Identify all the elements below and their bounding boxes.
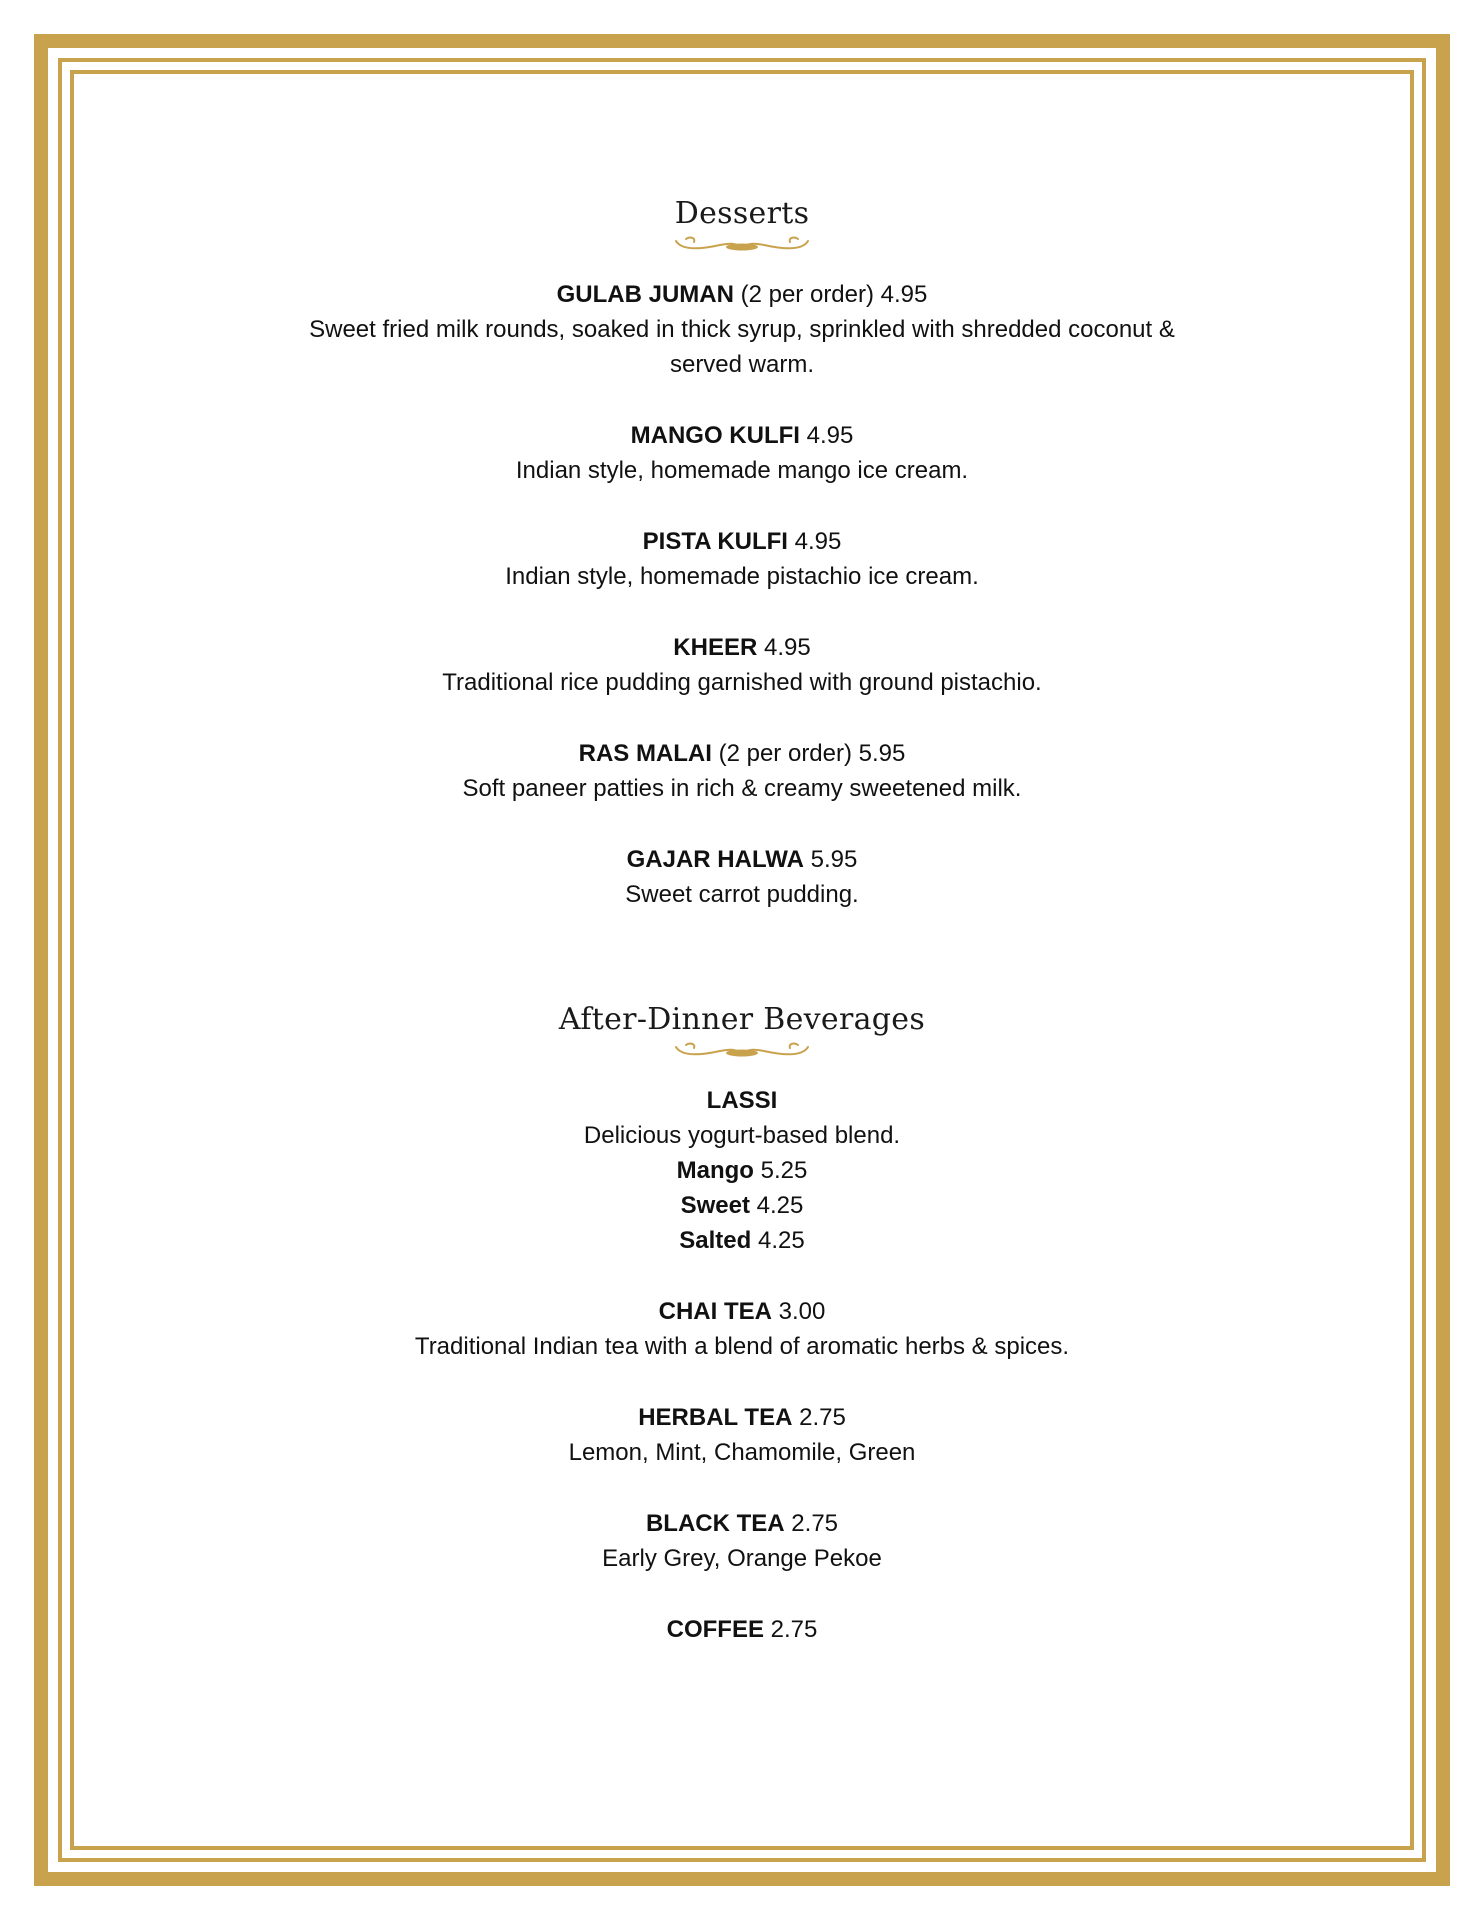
menu-item <box>74 1506 1410 1576</box>
beverages-section <box>74 1002 1410 1647</box>
item-price: 2.75 <box>770 1616 818 1643</box>
variant-name: Salted <box>679 1227 752 1254</box>
item-description: Traditional Indian tea with a blend of aromatic herbs & spices. <box>414 1333 1070 1360</box>
lassi-variant <box>74 1153 1410 1188</box>
item-description: Delicious yogurt-based blend. <box>583 1122 901 1149</box>
flourish-ornament-icon <box>672 1041 812 1059</box>
menu-item-lassi <box>74 1083 1410 1258</box>
item-description: Sweet carrot pudding. <box>625 881 859 908</box>
variant-name: Sweet <box>680 1192 750 1219</box>
item-description: Sweet fried milk rounds, soaked in thick syrup, sprinkled with shredded coconut & <box>309 316 1175 343</box>
item-name: MANGO KULFI <box>630 422 800 449</box>
item-note <box>757 634 764 661</box>
item-note: (2 per order) <box>733 281 881 308</box>
menu-item <box>74 1612 1410 1647</box>
lassi-variant <box>74 1188 1410 1223</box>
item-price: 4.95 <box>880 281 928 308</box>
menu-item <box>74 277 1410 382</box>
menu-item <box>74 418 1410 488</box>
item-price: 4.95 <box>806 422 854 449</box>
variant-price: 5.25 <box>760 1157 808 1184</box>
item-name: BLACK TEA <box>645 1510 785 1537</box>
item-description: Traditional rice pudding garnished with ground pistachio. <box>442 669 1042 696</box>
item-description: Indian style, homemade mango ice cream. <box>515 457 969 484</box>
item-description-cont: served warm. <box>669 351 815 378</box>
desserts-section <box>74 196 1410 912</box>
item-name: RAS MALAI <box>578 740 712 767</box>
item-name: HERBAL TEA <box>638 1404 793 1431</box>
menu-item <box>74 1294 1410 1364</box>
menu-item <box>74 524 1410 594</box>
item-name: LASSI <box>706 1087 778 1114</box>
variant-price: 4.25 <box>757 1227 805 1254</box>
item-name: KHEER <box>673 634 758 661</box>
item-description: Early Grey, Orange Pekoe <box>602 1545 882 1572</box>
item-description: Soft paneer patties in rich & creamy sweetened milk. <box>462 775 1022 802</box>
variant-name: Mango <box>676 1157 754 1184</box>
menu-item <box>74 736 1410 806</box>
item-note <box>800 422 807 449</box>
item-note <box>804 846 811 873</box>
item-price: 5.95 <box>858 740 906 767</box>
item-price: 4.95 <box>763 634 811 661</box>
menu-item <box>74 1400 1410 1470</box>
menu-item <box>74 630 1410 700</box>
item-price: 2.75 <box>791 1510 839 1537</box>
variant-price: 4.25 <box>756 1192 804 1219</box>
beverages-title: After-Dinner Beverages <box>558 1002 926 1037</box>
item-price: 3.00 <box>778 1298 826 1325</box>
item-price: 5.95 <box>810 846 858 873</box>
item-note <box>788 528 795 555</box>
item-name: GAJAR HALWA <box>626 846 804 873</box>
item-note: (2 per order) <box>711 740 859 767</box>
item-name: CHAI TEA <box>658 1298 772 1325</box>
menu-item <box>74 842 1410 912</box>
item-name: PISTA KULFI <box>642 528 788 555</box>
item-price: 4.95 <box>794 528 842 555</box>
flourish-ornament-icon <box>672 235 812 253</box>
item-name: GULAB JUMAN <box>556 281 734 308</box>
desserts-title: Desserts <box>674 196 810 231</box>
item-name: COFFEE <box>666 1616 764 1643</box>
menu-content <box>74 74 1410 1647</box>
item-description: Indian style, homemade pistachio ice cream. <box>505 563 979 590</box>
lassi-variant <box>74 1223 1410 1258</box>
item-description: Lemon, Mint, Chamomile, Green <box>568 1439 916 1466</box>
item-price: 2.75 <box>799 1404 846 1431</box>
